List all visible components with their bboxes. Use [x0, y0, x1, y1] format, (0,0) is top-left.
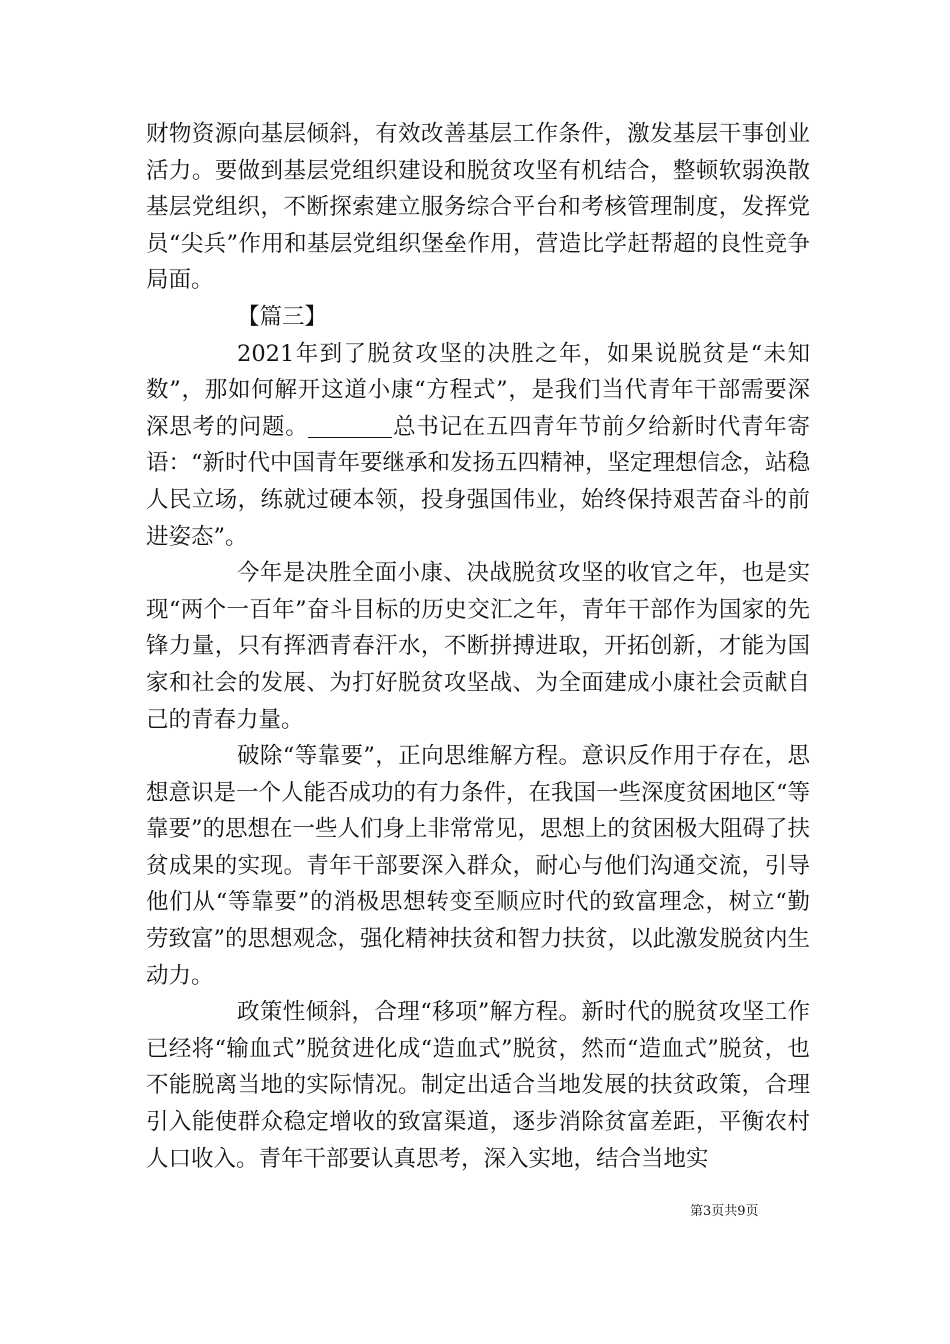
paragraph-intro-part2: 总书记在五四青年节前夕给新时代青年寄语：“新时代中国青年要继承和发扬五四精神，坚定理想信念，站稳人民立场，练就过硬本领，投身强国伟业，始终保持艰苦奋斗的前进姿态”。 [146, 413, 811, 550]
blank-underline [308, 414, 392, 438]
paragraph-body-2: 破除“等靠要”，正向思维解方程。意识反作用于存在，思想意识是一个人能否成功的有力条件，在我国一些深度贫困地区“等靠要”的思想在一些人们身上非常常见，思想上的贫困极大阻碍了扶贫成果的实现。青年干部要深入群众，耐心与他们沟通交流，引导他们从“等靠要”的消极思想转变至顺应时代的致富理念，树立“勤劳致富”的思想观念，强化精神扶贫和智力扶贫，以此激发脱贫内生动力。 [146, 743, 811, 989]
page-footer: 第3页共9页 [690, 1204, 759, 1219]
paragraph-continued: 财物资源向基层倾斜，有效改善基层工作条件，激发基层干事创业活力。要做到基层党组织建设和脱贫攻坚有机结合，整顿软弱涣散基层党组织，不断探索建立服务综合平台和考核管理制度，发挥党员“尖兵”作用和基层党组织堡垒作用，营造比学赶帮超的良性竞争局面。 [146, 121, 810, 294]
document-body [146, 116, 810, 1177]
section-heading: 【篇三】 [237, 303, 328, 330]
paragraph-intro [146, 336, 810, 556]
paragraph-body-3: 政策性倾斜，合理“移项”解方程。新时代的脱贫攻坚工作已经将“输血式”脱贫进化成“造血式”脱贫，然而“造血式”脱贫，也不能脱离当地的实际情况。制定出适合当地发展的扶贫政策，合理引入能使群众稳定增收的致富渠道，逐步消除贫富差距，平衡农村人口收入。青年干部要认真思考，深入实地，结合当地实 [146, 999, 810, 1172]
paragraph-intro-part1: 2021年到了脱贫攻坚的决胜之年，如果说脱贫是“未知数”，那如何解开这道小康“方程式”，是我们当代青年干部需要深深思考的问题。 [146, 340, 810, 440]
paragraph-body-1: 今年是决胜全面小康、决战脱贫攻坚的收官之年，也是实现“两个一百年”奋斗目标的历史交汇之年，青年干部作为国家的先锋力量，只有挥洒青春汗水，不断拼搏进取，开拓创新，才能为国家和社会的发展、为打好脱贫攻坚战、为全面建成小康社会贡献自己的青春力量。 [146, 560, 810, 733]
